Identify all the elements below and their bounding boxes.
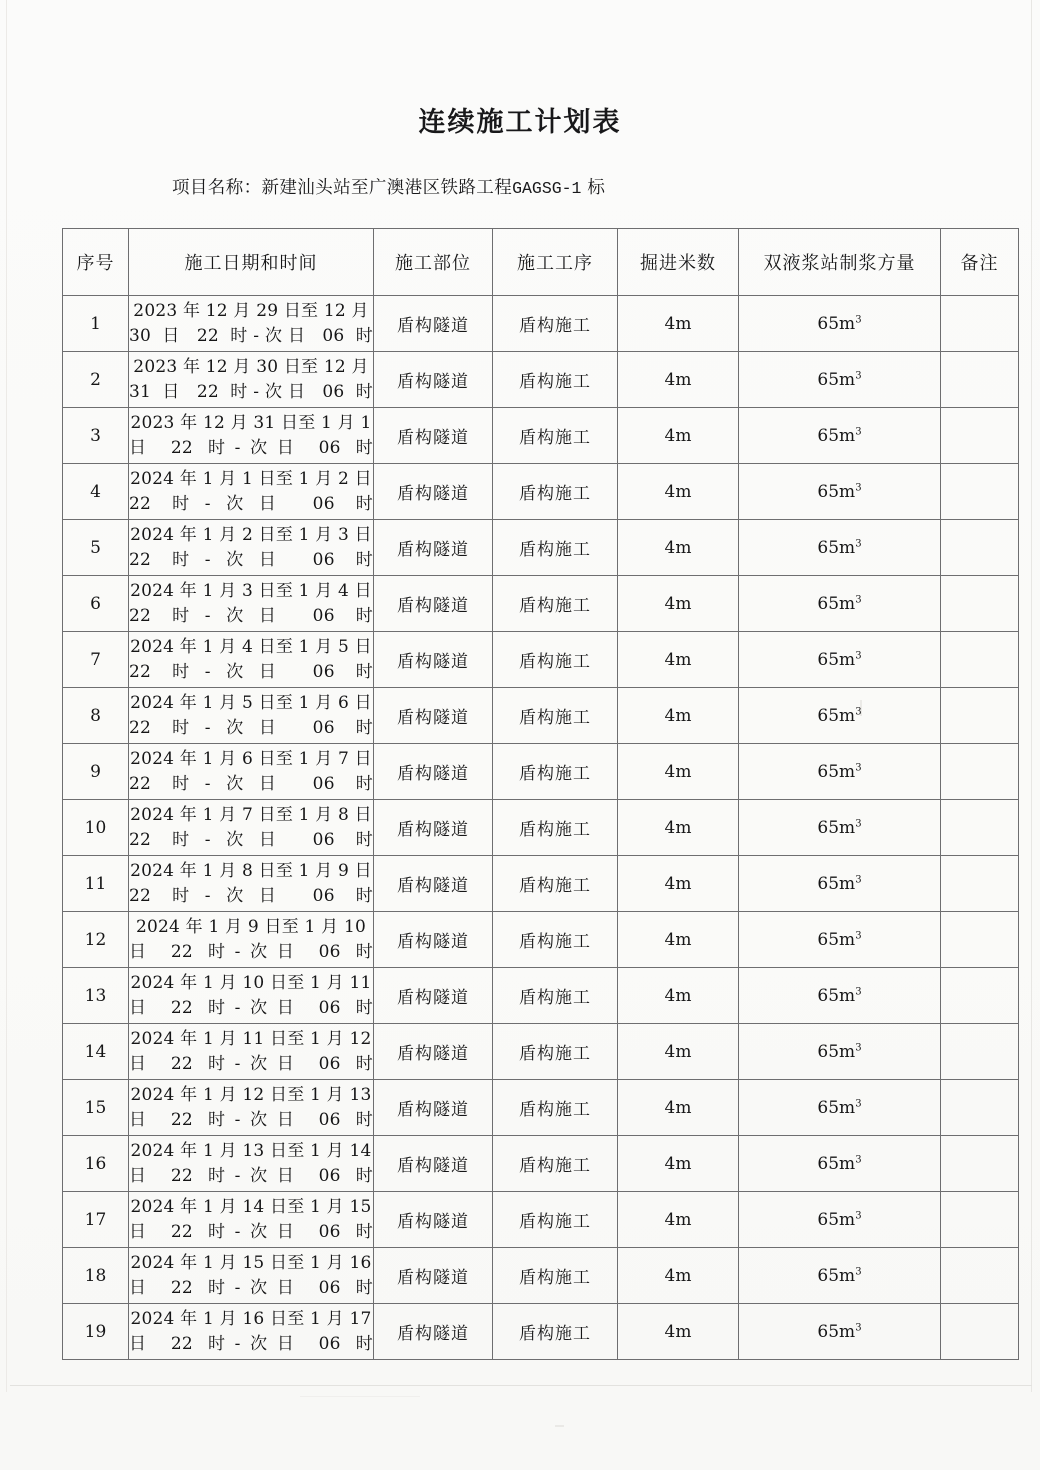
cell-volume — [739, 1024, 941, 1080]
page-title: 连续施工计划表 — [418, 107, 622, 138]
cell-volume — [739, 1248, 941, 1304]
cell-part: 盾构隧道 — [374, 968, 493, 1024]
cell-advance: 4m — [618, 1080, 739, 1136]
cell-process: 盾构施工 — [493, 1192, 618, 1248]
table-row — [63, 688, 1019, 744]
cell-date: 2024 年 1 月 6 日至 1 月 7 日 22 时-次日 06 时 — [129, 744, 374, 800]
cell-volume — [739, 1304, 941, 1360]
volume-value: 65m — [817, 313, 856, 334]
cell-index: 9 — [63, 744, 129, 800]
volume-value: 65m — [817, 1321, 856, 1342]
cell-part: 盾构隧道 — [374, 1248, 493, 1304]
cell-volume — [739, 408, 941, 464]
volume-exponent: 3 — [855, 1321, 862, 1333]
table-row — [63, 1136, 1019, 1192]
cell-part: 盾构隧道 — [374, 800, 493, 856]
cell-advance: 4m — [618, 1136, 739, 1192]
table-row — [63, 632, 1019, 688]
cell-volume — [739, 1192, 941, 1248]
cell-date: 2024 年 1 月 4 日至 1 月 5 日 22 时-次日 06 时 — [129, 632, 374, 688]
cell-process: 盾构施工 — [493, 1248, 618, 1304]
table-header-row — [63, 229, 1019, 296]
cell-process: 盾构施工 — [493, 576, 618, 632]
cell-remark — [941, 1304, 1019, 1360]
volume-exponent: 3 — [855, 929, 862, 941]
cell-index: 5 — [63, 520, 129, 576]
cell-remark — [941, 800, 1019, 856]
cell-advance: 4m — [618, 632, 739, 688]
table-body — [63, 296, 1019, 1360]
volume-value: 65m — [817, 1041, 856, 1062]
cell-advance: 4m — [618, 1192, 739, 1248]
cell-date: 2023 年 12 月 29 日至 12 月 30 日 22 时-次日 06 时 — [129, 296, 374, 352]
cell-remark — [941, 744, 1019, 800]
cell-volume — [739, 296, 941, 352]
cell-advance: 4m — [618, 688, 739, 744]
volume-exponent: 3 — [855, 1153, 862, 1165]
volume-exponent: 3 — [855, 537, 862, 549]
cell-index: 1 — [63, 296, 129, 352]
volume-exponent: 3 — [855, 873, 862, 885]
cell-advance: 4m — [618, 912, 739, 968]
cell-advance: 4m — [618, 1248, 739, 1304]
cell-index: 14 — [63, 1024, 129, 1080]
table-row — [63, 352, 1019, 408]
cell-part: 盾构隧道 — [374, 912, 493, 968]
cell-index: 18 — [63, 1248, 129, 1304]
cell-advance: 4m — [618, 352, 739, 408]
cell-advance: 4m — [618, 856, 739, 912]
cell-process: 盾构施工 — [493, 520, 618, 576]
table-row — [63, 856, 1019, 912]
cell-index: 12 — [63, 912, 129, 968]
cell-part: 盾构隧道 — [374, 1304, 493, 1360]
cell-date: 2023 年 12 月 30 日至 12 月 31 日 22 时-次日 06 时 — [129, 352, 374, 408]
cell-date: 2024 年 1 月 10 日至 1 月 11 日 22 时-次日 06 时 — [129, 968, 374, 1024]
volume-value: 65m — [817, 705, 856, 726]
cell-remark — [941, 856, 1019, 912]
cell-part: 盾构隧道 — [374, 296, 493, 352]
cell-process: 盾构施工 — [493, 296, 618, 352]
column-header-index: 序号 — [63, 229, 129, 296]
cell-volume — [739, 856, 941, 912]
cell-remark — [941, 296, 1019, 352]
project-name-line — [172, 174, 605, 199]
cell-index: 6 — [63, 576, 129, 632]
volume-value: 65m — [817, 761, 856, 782]
cell-volume — [739, 352, 941, 408]
cell-advance: 4m — [618, 744, 739, 800]
cell-remark — [941, 408, 1019, 464]
cell-volume — [739, 800, 941, 856]
volume-value: 65m — [817, 481, 856, 502]
cell-volume — [739, 464, 941, 520]
cell-process: 盾构施工 — [493, 800, 618, 856]
volume-exponent: 3 — [855, 1209, 862, 1221]
cell-date: 2024 年 1 月 11 日至 1 月 12 日 22 时-次日 06 时 — [129, 1024, 374, 1080]
cell-part: 盾构隧道 — [374, 744, 493, 800]
cell-volume — [739, 520, 941, 576]
cell-process: 盾构施工 — [493, 968, 618, 1024]
volume-exponent: 3 — [855, 1097, 862, 1109]
cell-advance: 4m — [618, 464, 739, 520]
scan-speck — [300, 1396, 420, 1397]
table-row — [63, 576, 1019, 632]
volume-exponent: 3 — [855, 1265, 862, 1277]
cell-advance: 4m — [618, 1024, 739, 1080]
cell-index: 15 — [63, 1080, 129, 1136]
volume-value: 65m — [817, 873, 856, 894]
table-row — [63, 408, 1019, 464]
cell-process: 盾构施工 — [493, 912, 618, 968]
cell-index: 11 — [63, 856, 129, 912]
cell-remark — [941, 1080, 1019, 1136]
cell-date: 2024 年 1 月 13 日至 1 月 14 日 22 时-次日 06 时 — [129, 1136, 374, 1192]
cell-volume — [739, 1136, 941, 1192]
cell-part: 盾构隧道 — [374, 856, 493, 912]
cell-date: 2024 年 1 月 14 日至 1 月 15 日 22 时-次日 06 时 — [129, 1192, 374, 1248]
cell-remark — [941, 1024, 1019, 1080]
cell-part: 盾构隧道 — [374, 688, 493, 744]
cell-part: 盾构隧道 — [374, 1024, 493, 1080]
table-row — [63, 1304, 1019, 1360]
cell-process: 盾构施工 — [493, 352, 618, 408]
cell-process: 盾构施工 — [493, 1136, 618, 1192]
cell-advance: 4m — [618, 1304, 739, 1360]
cell-index: 13 — [63, 968, 129, 1024]
cell-date: 2024 年 1 月 16 日至 1 月 17 日 22 时-次日 06 时 — [129, 1304, 374, 1360]
cell-index: 7 — [63, 632, 129, 688]
project-name-label: 项目名称：新建汕头站至广澳港区铁路工程 — [172, 178, 513, 198]
cell-advance: 4m — [618, 296, 739, 352]
volume-exponent: 3 — [855, 1041, 862, 1053]
cell-volume — [739, 912, 941, 968]
cell-volume — [739, 632, 941, 688]
volume-value: 65m — [817, 593, 856, 614]
column-header-process: 施工工序 — [493, 229, 618, 296]
cell-process: 盾构施工 — [493, 464, 618, 520]
page-edge-bottom — [10, 1385, 1032, 1386]
scan-speck — [555, 1425, 564, 1427]
volume-exponent: 3 — [855, 369, 862, 381]
table-row — [63, 1192, 1019, 1248]
cell-part: 盾构隧道 — [374, 520, 493, 576]
volume-exponent: 3 — [855, 593, 862, 605]
cell-part: 盾构隧道 — [374, 1136, 493, 1192]
volume-exponent: 3 — [855, 649, 862, 661]
project-suffix: 标 — [587, 178, 606, 198]
cell-date: 2024 年 1 月 12 日至 1 月 13 日 22 时-次日 06 时 — [129, 1080, 374, 1136]
cell-process: 盾构施工 — [493, 632, 618, 688]
volume-exponent: 3 — [855, 425, 862, 437]
cell-advance: 4m — [618, 576, 739, 632]
cell-advance: 4m — [618, 800, 739, 856]
cell-index: 8 — [63, 688, 129, 744]
cell-index: 10 — [63, 800, 129, 856]
cell-date: 2024 年 1 月 2 日至 1 月 3 日 22 时-次日 06 时 — [129, 520, 374, 576]
column-header-date: 施工日期和时间 — [129, 229, 374, 296]
cell-volume — [739, 688, 941, 744]
cell-date: 2024 年 1 月 1 日至 1 月 2 日 22 时-次日 06 时 — [129, 464, 374, 520]
volume-value: 65m — [817, 369, 856, 390]
cell-date: 2024 年 1 月 7 日至 1 月 8 日 22 时-次日 06 时 — [129, 800, 374, 856]
page-edge-left — [6, 0, 7, 1392]
volume-exponent: 3 — [855, 313, 862, 325]
table-row — [63, 1080, 1019, 1136]
cell-advance: 4m — [618, 408, 739, 464]
cell-part: 盾构隧道 — [374, 408, 493, 464]
cell-remark — [941, 520, 1019, 576]
volume-value: 65m — [817, 929, 856, 950]
cell-part: 盾构隧道 — [374, 352, 493, 408]
cell-remark — [941, 576, 1019, 632]
cell-process: 盾构施工 — [493, 1080, 618, 1136]
volume-value: 65m — [817, 649, 856, 670]
table-row — [63, 1024, 1019, 1080]
volume-value: 65m — [817, 537, 856, 558]
cell-remark — [941, 352, 1019, 408]
table-row — [63, 800, 1019, 856]
cell-volume — [739, 968, 941, 1024]
cell-date: 2024 年 1 月 15 日至 1 月 16 日 22 时-次日 06 时 — [129, 1248, 374, 1304]
cell-remark — [941, 1136, 1019, 1192]
page-edge-right — [1031, 0, 1032, 1392]
cell-remark — [941, 968, 1019, 1024]
cell-index: 16 — [63, 1136, 129, 1192]
cell-remark — [941, 1192, 1019, 1248]
cell-process: 盾构施工 — [493, 856, 618, 912]
column-header-advance: 掘进米数 — [618, 229, 739, 296]
cell-remark — [941, 464, 1019, 520]
table-row — [63, 912, 1019, 968]
cell-volume — [739, 576, 941, 632]
cell-date: 2023 年 12 月 31 日至 1 月 1 日 22 时-次日 06 时 — [129, 408, 374, 464]
cell-part: 盾构隧道 — [374, 632, 493, 688]
cell-remark — [941, 688, 1019, 744]
cell-advance: 4m — [618, 520, 739, 576]
cell-part: 盾构隧道 — [374, 576, 493, 632]
volume-exponent: 3 — [855, 817, 862, 829]
cell-process: 盾构施工 — [493, 1304, 618, 1360]
table-row — [63, 968, 1019, 1024]
cell-remark — [941, 1248, 1019, 1304]
cell-index: 19 — [63, 1304, 129, 1360]
volume-value: 65m — [817, 1153, 856, 1174]
cell-process: 盾构施工 — [493, 688, 618, 744]
cell-date: 2024 年 1 月 5 日至 1 月 6 日 22 时-次日 06 时 — [129, 688, 374, 744]
table-row — [63, 296, 1019, 352]
volume-exponent: 3 — [855, 761, 862, 773]
volume-exponent: 3 — [855, 705, 862, 717]
cell-index: 17 — [63, 1192, 129, 1248]
column-header-remark: 备注 — [941, 229, 1019, 296]
cell-index: 4 — [63, 464, 129, 520]
cell-remark — [941, 912, 1019, 968]
volume-value: 65m — [817, 817, 856, 838]
cell-index: 3 — [63, 408, 129, 464]
cell-part: 盾构隧道 — [374, 1192, 493, 1248]
table-row — [63, 464, 1019, 520]
column-header-part: 施工部位 — [374, 229, 493, 296]
volume-value: 65m — [817, 1209, 856, 1230]
column-header-volume: 双液浆站制浆方量 — [739, 229, 941, 296]
cell-part: 盾构隧道 — [374, 464, 493, 520]
cell-volume — [739, 1080, 941, 1136]
volume-value: 65m — [817, 425, 856, 446]
cell-part: 盾构隧道 — [374, 1080, 493, 1136]
cell-index: 2 — [63, 352, 129, 408]
cell-advance: 4m — [618, 968, 739, 1024]
cell-process: 盾构施工 — [493, 744, 618, 800]
table-row — [63, 1248, 1019, 1304]
volume-value: 65m — [817, 1097, 856, 1118]
cell-process: 盾构施工 — [493, 1024, 618, 1080]
table-row — [63, 744, 1019, 800]
construction-plan-table — [62, 228, 1019, 1360]
cell-date: 2024 年 1 月 9 日至 1 月 10 日 22 时-次日 06 时 — [129, 912, 374, 968]
volume-value: 65m — [817, 985, 856, 1006]
project-code: GAGSG-1 — [512, 179, 582, 198]
cell-date: 2024 年 1 月 3 日至 1 月 4 日 22 时-次日 06 时 — [129, 576, 374, 632]
cell-volume — [739, 744, 941, 800]
cell-process: 盾构施工 — [493, 408, 618, 464]
table-row — [63, 520, 1019, 576]
volume-exponent: 3 — [855, 481, 862, 493]
volume-value: 65m — [817, 1265, 856, 1286]
cell-remark — [941, 632, 1019, 688]
volume-exponent: 3 — [855, 985, 862, 997]
cell-date: 2024 年 1 月 8 日至 1 月 9 日 22 时-次日 06 时 — [129, 856, 374, 912]
